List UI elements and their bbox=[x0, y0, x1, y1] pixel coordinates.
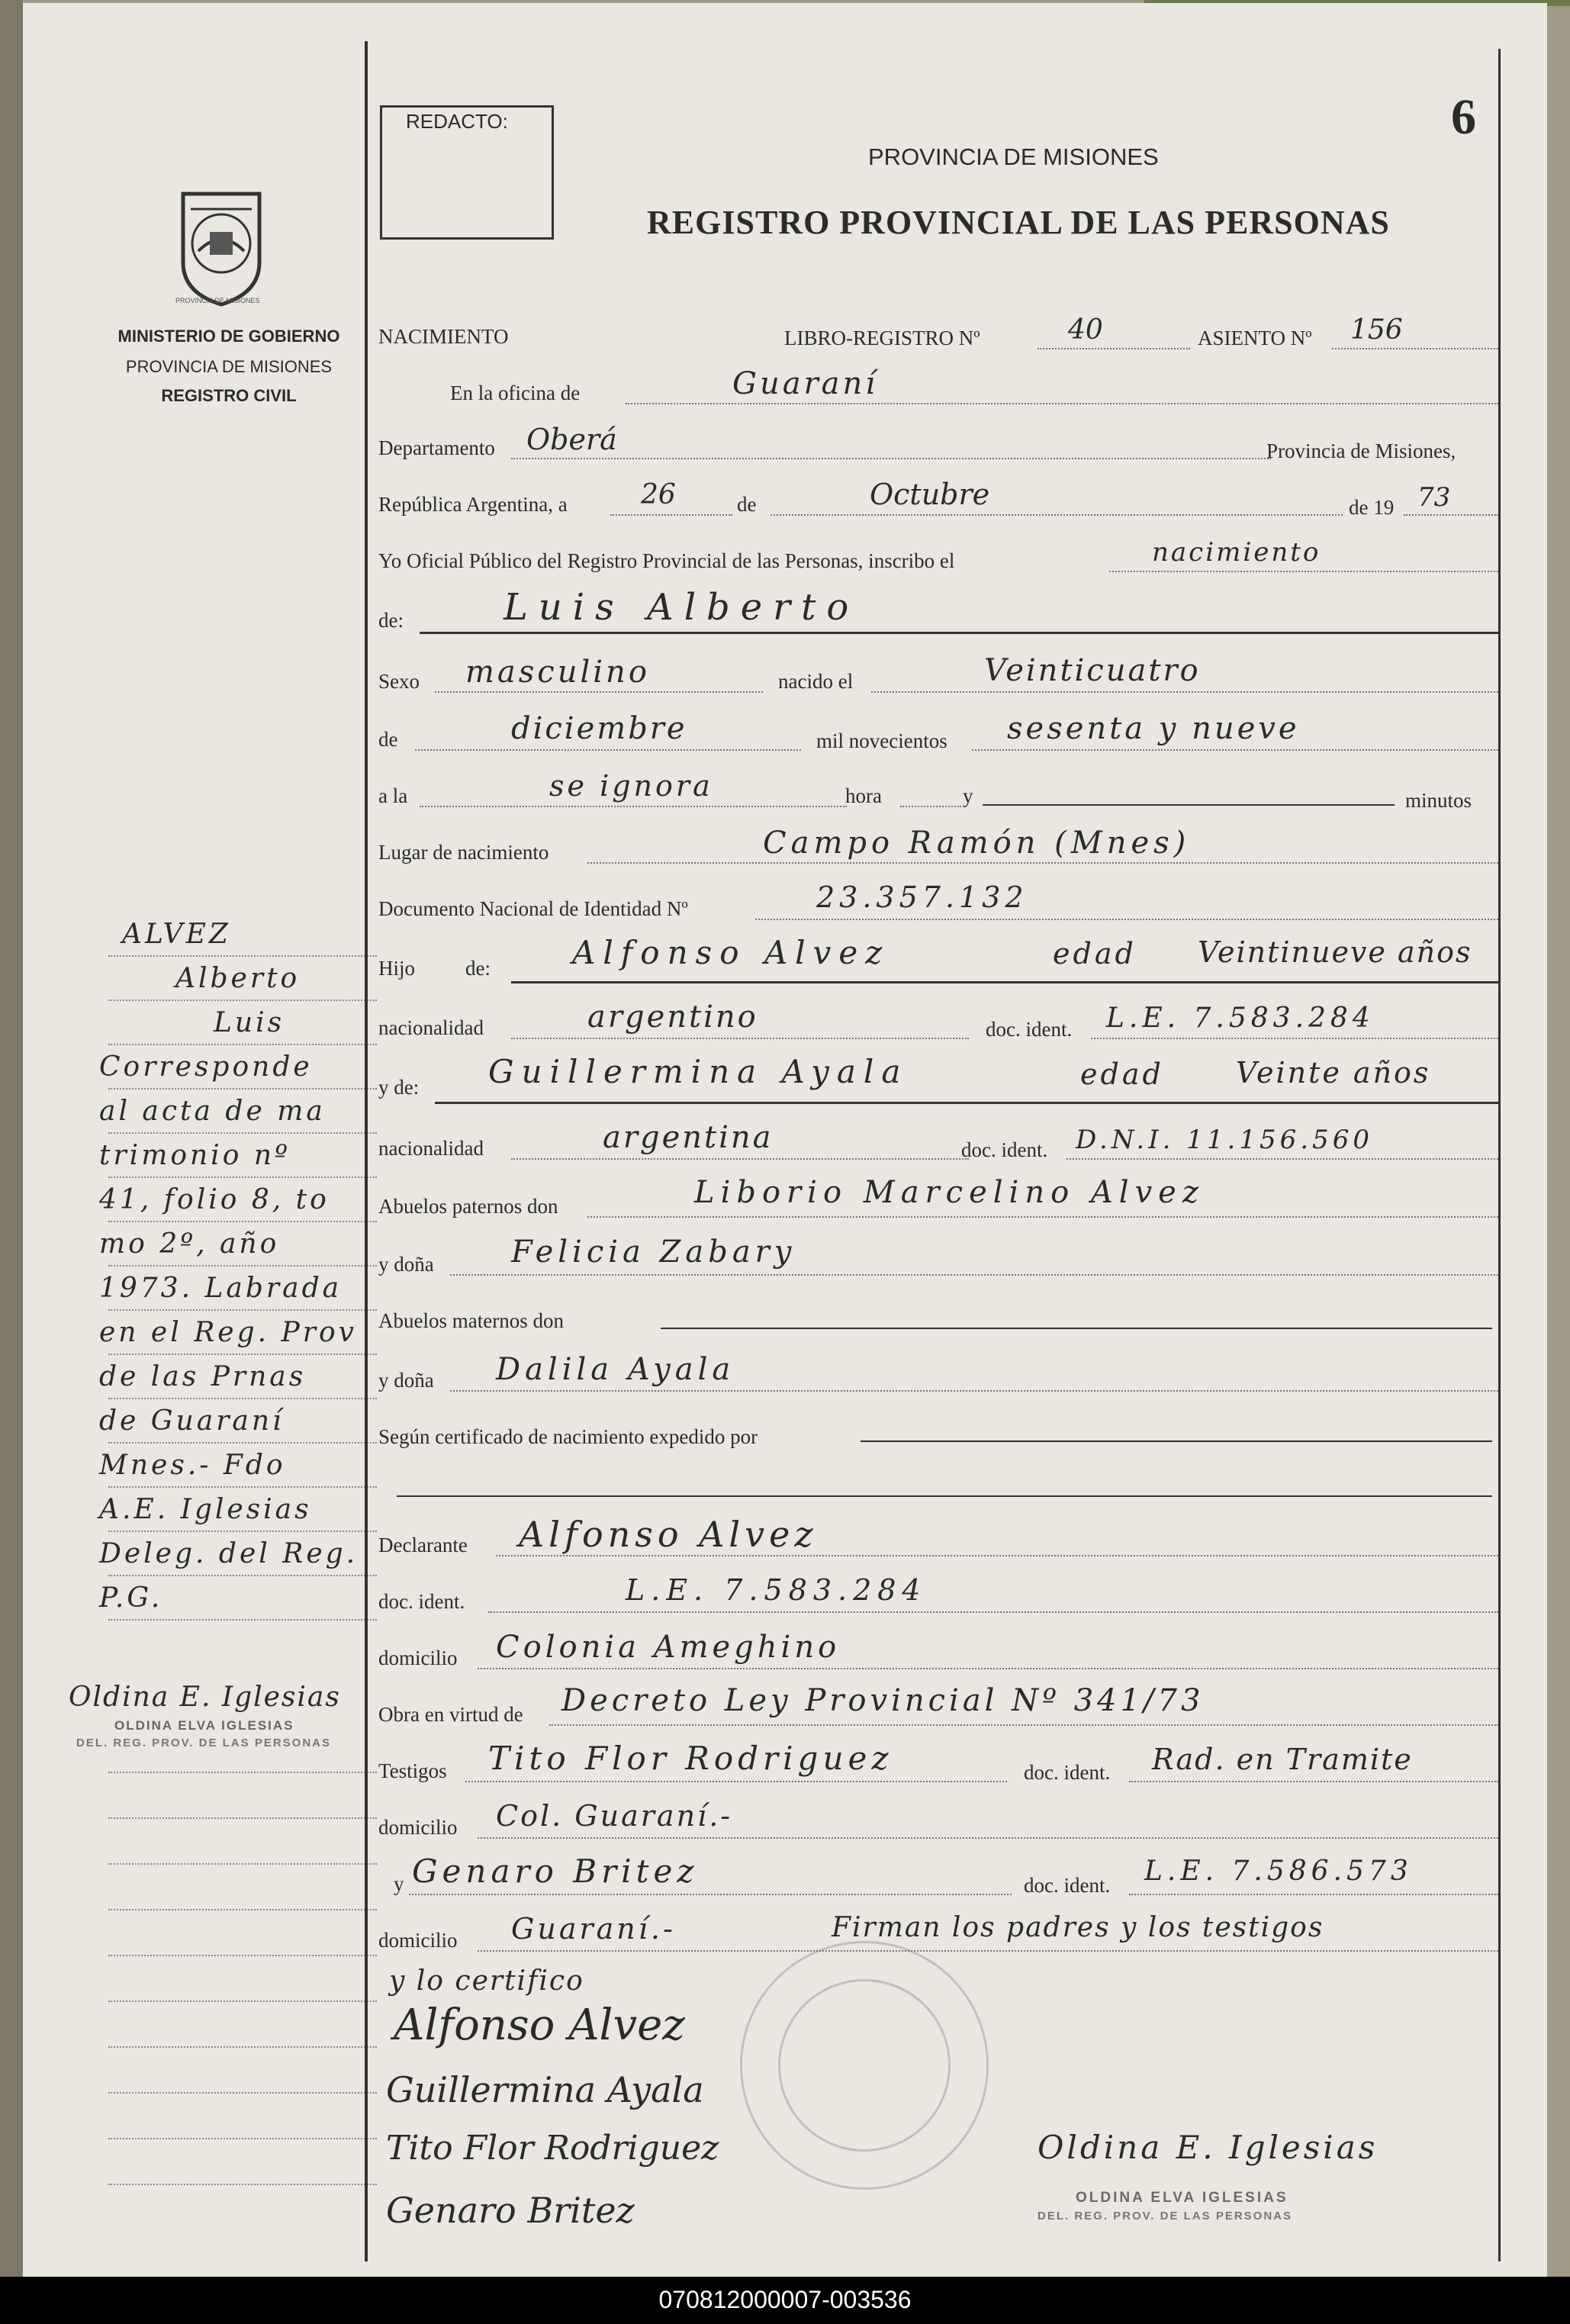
birth-month-value: diciembre bbox=[511, 711, 687, 746]
minutos-label: minutos bbox=[1405, 789, 1472, 812]
margin-note-line: Luis bbox=[214, 1007, 285, 1038]
testigos-label: Testigos bbox=[378, 1759, 447, 1782]
testigo1-dom-label: domicilio bbox=[378, 1816, 458, 1839]
mil-label: mil novecientos bbox=[816, 729, 947, 752]
margin-note-line: A.E. Iglesias bbox=[99, 1494, 312, 1525]
testigo2-dom-label: domicilio bbox=[378, 1929, 458, 1952]
margin-note-line: trimonio nº bbox=[99, 1140, 291, 1171]
abuelos-mat-label: Abuelos maternos don bbox=[378, 1309, 564, 1332]
registry-round-stamp-inner bbox=[778, 1979, 951, 2152]
signature-witness-2: Genaro Britez bbox=[386, 2190, 635, 2231]
asiento-value: 156 bbox=[1350, 314, 1403, 346]
libro-value: 40 bbox=[1068, 314, 1103, 346]
father-age-value: Veintinueve años bbox=[1198, 935, 1472, 969]
abuela-mat-value: Dalila Ayala bbox=[496, 1352, 735, 1387]
declarante-doc-label: doc. ident. bbox=[378, 1590, 465, 1613]
departamento-value: Oberá bbox=[526, 423, 617, 456]
republica-label: República Argentina, a bbox=[378, 493, 568, 516]
de-name-label: de: bbox=[378, 609, 404, 632]
abuelo-pat-value: Liborio Marcelino Alvez bbox=[694, 1175, 1205, 1210]
nacido-label: nacido el bbox=[778, 670, 854, 693]
testigo1-value: Tito Flor Rodriguez bbox=[488, 1740, 893, 1777]
signature-declarante: Alfonso Alvez bbox=[394, 2001, 685, 2050]
testigo1-dom-value: Col. Guaraní.- bbox=[496, 1799, 733, 1833]
father-doc-label: doc. ident. bbox=[986, 1018, 1073, 1041]
father-nac-value: argentino bbox=[587, 999, 758, 1035]
registry-title: REGISTRO PROVINCIAL DE LAS PERSONAS bbox=[647, 204, 1390, 241]
inscribo-value: nacimiento bbox=[1152, 537, 1321, 568]
yde-label: y de: bbox=[378, 1076, 420, 1099]
father-age-label: edad bbox=[1053, 937, 1137, 970]
de2-label: de bbox=[378, 728, 398, 751]
lugar-label: Lugar de nacimiento bbox=[378, 841, 549, 864]
abuelos-pat-label: Abuelos paternos don bbox=[378, 1195, 558, 1218]
testigo2-value: Genaro Britez bbox=[412, 1852, 699, 1890]
hijo-label: Hijo bbox=[378, 957, 416, 980]
certifico-note: y lo certifico bbox=[389, 1965, 584, 1997]
declarante-dom-value: Colonia Ameghino bbox=[496, 1630, 841, 1665]
sexo-value: masculino bbox=[465, 655, 650, 690]
margin-note-line: mo 2º, año bbox=[99, 1228, 280, 1260]
margin-note-line: Deleg. del Reg. bbox=[99, 1538, 359, 1569]
mother-nac-label: nacionalidad bbox=[378, 1137, 484, 1160]
right-border-rule bbox=[1498, 49, 1501, 2261]
asiento-label: ASIENTO Nº bbox=[1198, 327, 1312, 349]
father-value: Alfonso Alvez bbox=[572, 934, 890, 971]
birth-certificate-page bbox=[23, 3, 1547, 2277]
official-stamp-line2: DEL. REG. PROV. DE LAS PERSONAS bbox=[1038, 2210, 1292, 2223]
hora-label: hora bbox=[845, 784, 882, 807]
mother-age-label: edad bbox=[1080, 1057, 1164, 1091]
margin-stamp-line1: OLDINA ELVA IGLESIAS bbox=[114, 1718, 294, 1733]
official-stamp-line1: OLDINA ELVA IGLESIAS bbox=[1076, 2190, 1288, 2206]
mother-doc-value: D.N.I. 11.156.560 bbox=[1076, 1125, 1373, 1155]
margin-note-line: Corresponde bbox=[99, 1051, 313, 1083]
margin-note-line: P.G. bbox=[99, 1582, 163, 1614]
declarante-dom-label: domicilio bbox=[378, 1646, 458, 1669]
testigo2-dom-value: Guaraní.- bbox=[511, 1912, 676, 1946]
margin-note-line: 41, folio 8, to bbox=[99, 1184, 330, 1215]
inscribo-label: Yo Oficial Público del Registro Provincial de las Personas, inscribo el bbox=[378, 549, 955, 572]
margin-note-line: de las Prnas bbox=[99, 1361, 307, 1392]
month-value: Octubre bbox=[870, 478, 990, 511]
margin-note-line: ALVEZ bbox=[122, 919, 231, 950]
certificado-label: Según certificado de nacimiento expedido por bbox=[378, 1425, 758, 1448]
birth-year-value: sesenta y nueve bbox=[1007, 711, 1300, 746]
de-label: de bbox=[737, 493, 757, 516]
footer-bar bbox=[0, 2277, 1570, 2324]
obra-value: Decreto Ley Provincial Nº 341/73 bbox=[561, 1683, 1205, 1718]
dni-value: 23.357.132 bbox=[816, 880, 1028, 914]
declarante-value: Alfonso Alvez bbox=[519, 1514, 818, 1555]
misiones-seal-icon bbox=[168, 179, 275, 308]
abuela-mat-label: y doña bbox=[378, 1369, 434, 1392]
province-label: PROVINCIA DE MISIONES bbox=[125, 357, 333, 376]
mother-doc-label: doc. ident. bbox=[961, 1138, 1048, 1161]
de3-label: de: bbox=[465, 957, 491, 980]
seal-caption: PROVINCIA DE MISIONES bbox=[175, 297, 260, 304]
margin-note-line: en el Reg. Prov bbox=[99, 1317, 357, 1348]
dni-label: Documento Nacional de Identidad Nº bbox=[378, 897, 688, 920]
ministry-label: MINISTERIO DE GOBIERNO bbox=[117, 327, 340, 346]
nacido-value: Veinticuatro bbox=[984, 653, 1201, 688]
civil-registry-label: REGISTRO CIVIL bbox=[161, 386, 297, 405]
redacto-label: REDACTO: bbox=[406, 110, 508, 133]
libro-label: LIBRO-REGISTRO Nº bbox=[784, 327, 980, 349]
document-code: 070812000007-003536 bbox=[658, 2286, 912, 2313]
margin-note-line: Mnes.- Fdo bbox=[99, 1450, 286, 1481]
firman-note: Firman los padres y los testigos bbox=[832, 1912, 1324, 1943]
margin-note-line: al acta de ma bbox=[99, 1096, 326, 1127]
official-signature: Oldina E. Iglesias bbox=[1038, 2129, 1379, 2166]
y-testigo-label: y bbox=[394, 1872, 404, 1895]
abuela-pat-label: y doña bbox=[378, 1253, 434, 1276]
oficina-value: Guaraní bbox=[732, 366, 879, 401]
year-value: 73 bbox=[1417, 482, 1451, 513]
declarante-doc-value: L.E. 7.583.284 bbox=[626, 1573, 927, 1607]
signature-mother: Guillermina Ayala bbox=[386, 2069, 704, 2110]
margin-stamp-line2: DEL. REG. PROV. DE LAS PERSONAS bbox=[76, 1737, 331, 1749]
binding-edge bbox=[0, 0, 23, 2324]
left-column-rule bbox=[365, 41, 368, 2261]
margin-note-line: Alberto bbox=[175, 963, 301, 994]
sexo-label: Sexo bbox=[378, 670, 420, 693]
y-label: y bbox=[963, 784, 973, 807]
mother-age-value: Veinte años bbox=[1236, 1056, 1431, 1090]
declarante-label: Declarante bbox=[378, 1534, 468, 1556]
mother-nac-value: argentina bbox=[603, 1120, 774, 1155]
signature-witness-1: Tito Flor Rodriguez bbox=[386, 2129, 719, 2168]
testigo2-doc-value: L.E. 7.586.573 bbox=[1144, 1856, 1413, 1887]
name-value: Luis Alberto bbox=[503, 586, 860, 629]
day-value: 26 bbox=[641, 479, 676, 510]
father-nac-label: nacionalidad bbox=[378, 1016, 484, 1039]
province-heading: PROVINCIA DE MISIONES bbox=[868, 143, 1159, 170]
page-number: 6 bbox=[1451, 89, 1476, 145]
margin-note-line: 1973. Labrada bbox=[99, 1273, 343, 1304]
record-type: NACIMIENTO bbox=[378, 325, 509, 348]
margin-note-line: de Guaraní bbox=[99, 1405, 285, 1437]
oficina-label: En la oficina de bbox=[450, 381, 581, 404]
hora-value: se ignora bbox=[549, 769, 713, 803]
departamento-label: Departamento bbox=[378, 436, 495, 459]
abuela-pat-value: Felicia Zabary bbox=[511, 1234, 796, 1270]
father-doc-value: L.E. 7.583.284 bbox=[1106, 1003, 1375, 1034]
margin-signature: Oldina E. Iglesias bbox=[69, 1682, 341, 1713]
lugar-value: Campo Ramón (Mnes) bbox=[763, 826, 1191, 861]
provincia-label: Provincia de Misiones, bbox=[1266, 439, 1456, 462]
obra-label: Obra en virtud de bbox=[378, 1703, 523, 1726]
year-label: de 19 bbox=[1349, 496, 1395, 519]
testigo2-doc-label: doc. ident. bbox=[1024, 1874, 1111, 1897]
testigo1-doc-value: Rad. en Tramite bbox=[1152, 1743, 1413, 1776]
mother-value: Guillermina Ayala bbox=[488, 1053, 909, 1090]
ala-label: a la bbox=[378, 784, 408, 807]
testigo1-doc-label: doc. ident. bbox=[1024, 1761, 1111, 1784]
